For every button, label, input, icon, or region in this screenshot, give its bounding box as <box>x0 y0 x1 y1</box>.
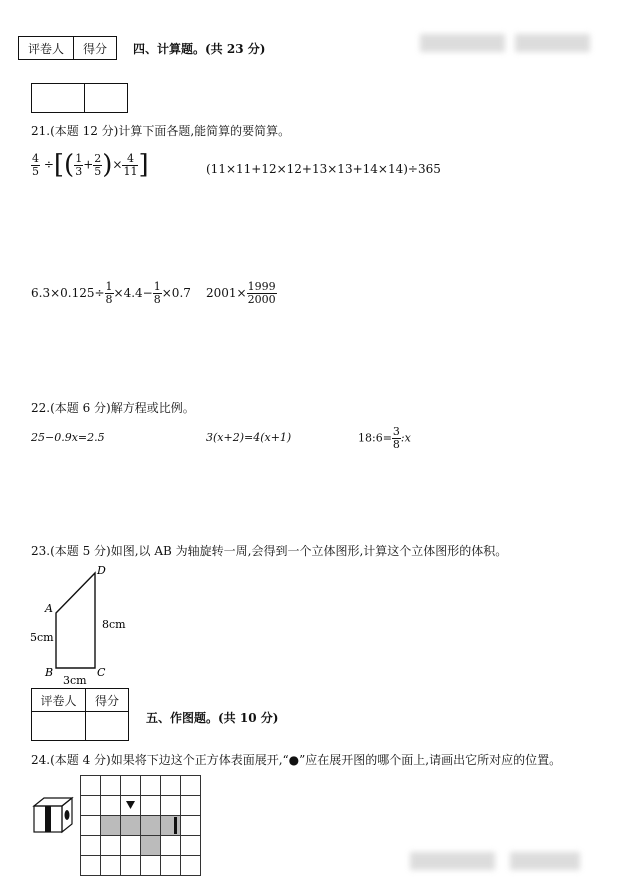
grid-cell[interactable] <box>141 796 161 816</box>
grid-cell[interactable] <box>81 776 101 796</box>
fraction: $\frac{4}{11}$ <box>123 151 138 178</box>
fraction: $\frac{1}{8}$ <box>153 280 161 306</box>
q22-prompt: 22.(本题 6 分)解方程或比例。 <box>31 401 195 415</box>
q21-expr3: 6.3×0.125÷ $\frac{1}{8}$ ×4.4− $\frac{1}{8}$ ×0.7 <box>31 280 191 306</box>
grid-cell[interactable] <box>121 796 141 816</box>
grid-cell[interactable] <box>81 796 101 816</box>
bar-marker-icon <box>161 816 180 835</box>
header-grader-table <box>18 36 117 60</box>
grid-cell-shaded[interactable] <box>161 816 181 836</box>
grid-cell[interactable] <box>181 816 201 836</box>
q24-prompt: 24.(本题 4 分)如果将下边这个正方体表面展开,“●”应在展开图的哪个面上,请画出它所对应的位置。 <box>31 753 562 767</box>
trapezoid-shape <box>56 573 95 668</box>
grid-cell-shaded[interactable] <box>141 816 161 836</box>
grader-label: 评卷人 <box>19 37 74 60</box>
fraction: $\frac{1}{8}$ <box>105 280 113 306</box>
score-cell[interactable] <box>86 712 129 741</box>
grid-cell[interactable] <box>161 836 181 856</box>
grid-cell[interactable] <box>121 836 141 856</box>
grid-cell[interactable] <box>121 776 141 796</box>
section5-grader-table <box>31 688 129 741</box>
grid-cell[interactable] <box>121 856 141 876</box>
grid-cell[interactable] <box>161 856 181 876</box>
score-label: 得分 <box>74 37 117 60</box>
cube-figure <box>30 796 76 836</box>
blurred-watermark <box>410 852 495 870</box>
score-box-cell[interactable] <box>85 84 128 113</box>
q21-expr4: 2001× $\frac{1999}{2000}$ <box>206 280 276 306</box>
blurred-watermark <box>420 34 505 52</box>
label-left-length: 5cm <box>30 631 54 644</box>
cube-front-bar <box>45 806 51 832</box>
label-c: C <box>97 666 106 679</box>
dot-icon <box>65 810 70 820</box>
q22-eq3: 18:6= $\frac{3}{8}$ :x <box>358 425 411 451</box>
grid-cell[interactable] <box>181 856 201 876</box>
label-right-length: 8cm <box>102 618 126 631</box>
blurred-watermark <box>515 34 590 52</box>
grid-cell[interactable] <box>81 816 101 836</box>
fraction: $\frac{4}{5}$ <box>32 151 39 178</box>
trapezoid-figure <box>25 560 135 690</box>
fraction: $\frac{3}{8}$ <box>392 425 400 451</box>
grid-cell-shaded[interactable] <box>101 816 121 836</box>
cube-net-grid <box>80 775 201 876</box>
grid-cell[interactable] <box>81 856 101 876</box>
grid-cell-shaded[interactable] <box>121 816 141 836</box>
grader-label: 评卷人 <box>32 689 86 712</box>
q22-eq2: 3(x+2)=4(x+1) <box>206 431 292 444</box>
label-a: A <box>45 602 53 615</box>
label-d: D <box>97 564 106 577</box>
grid-cell[interactable] <box>101 796 121 816</box>
grid-cell[interactable] <box>181 776 201 796</box>
q23-prompt: 23.(本题 5 分)如图,以 AB 为轴旋转一周,会得到一个立体图形,计算这个立体图形的体积。 <box>31 544 508 558</box>
section5-title: 五、作图题。(共 10 分) <box>146 711 279 725</box>
label-b: B <box>45 666 54 679</box>
q21-prompt: 21.(本题 12 分)计算下面各题,能简算的要简算。 <box>31 124 291 138</box>
grid-cell[interactable] <box>161 776 181 796</box>
fraction: $\frac{1999}{2000}$ <box>247 280 276 306</box>
grid-cell-shaded[interactable] <box>141 836 161 856</box>
triangle-marker-icon <box>121 796 140 815</box>
grid-cell[interactable] <box>101 836 121 856</box>
score-box <box>31 83 128 113</box>
grid-cell[interactable] <box>141 856 161 876</box>
q21-expr1: $\frac{4}{5}$ ÷[( $\frac{1}{3}$ + $\frac{2}{5}$ )× $\frac{4}{11}$ ] <box>32 150 149 180</box>
section4-title: 四、计算题。(共 23 分) <box>133 42 266 56</box>
grid-cell[interactable] <box>141 776 161 796</box>
grid-cell[interactable] <box>181 796 201 816</box>
fraction: $\frac{1}{3}$ <box>75 151 83 178</box>
fraction: $\frac{2}{5}$ <box>94 151 102 178</box>
grid-cell[interactable] <box>81 836 101 856</box>
q21-expr2: (11×11+12×12+13×13+14×14)÷365 <box>206 162 441 176</box>
grid-cell[interactable] <box>101 776 121 796</box>
score-box-cell[interactable] <box>32 84 85 113</box>
grid-cell[interactable] <box>101 856 121 876</box>
label-bottom-length: 3cm <box>63 674 87 687</box>
q22-eq1: 25−0.9x=2.5 <box>31 431 105 444</box>
grid-cell[interactable] <box>181 836 201 856</box>
grid-cell[interactable] <box>161 796 181 816</box>
grader-cell[interactable] <box>32 712 86 741</box>
blurred-watermark <box>510 852 580 870</box>
score-label: 得分 <box>86 689 129 712</box>
